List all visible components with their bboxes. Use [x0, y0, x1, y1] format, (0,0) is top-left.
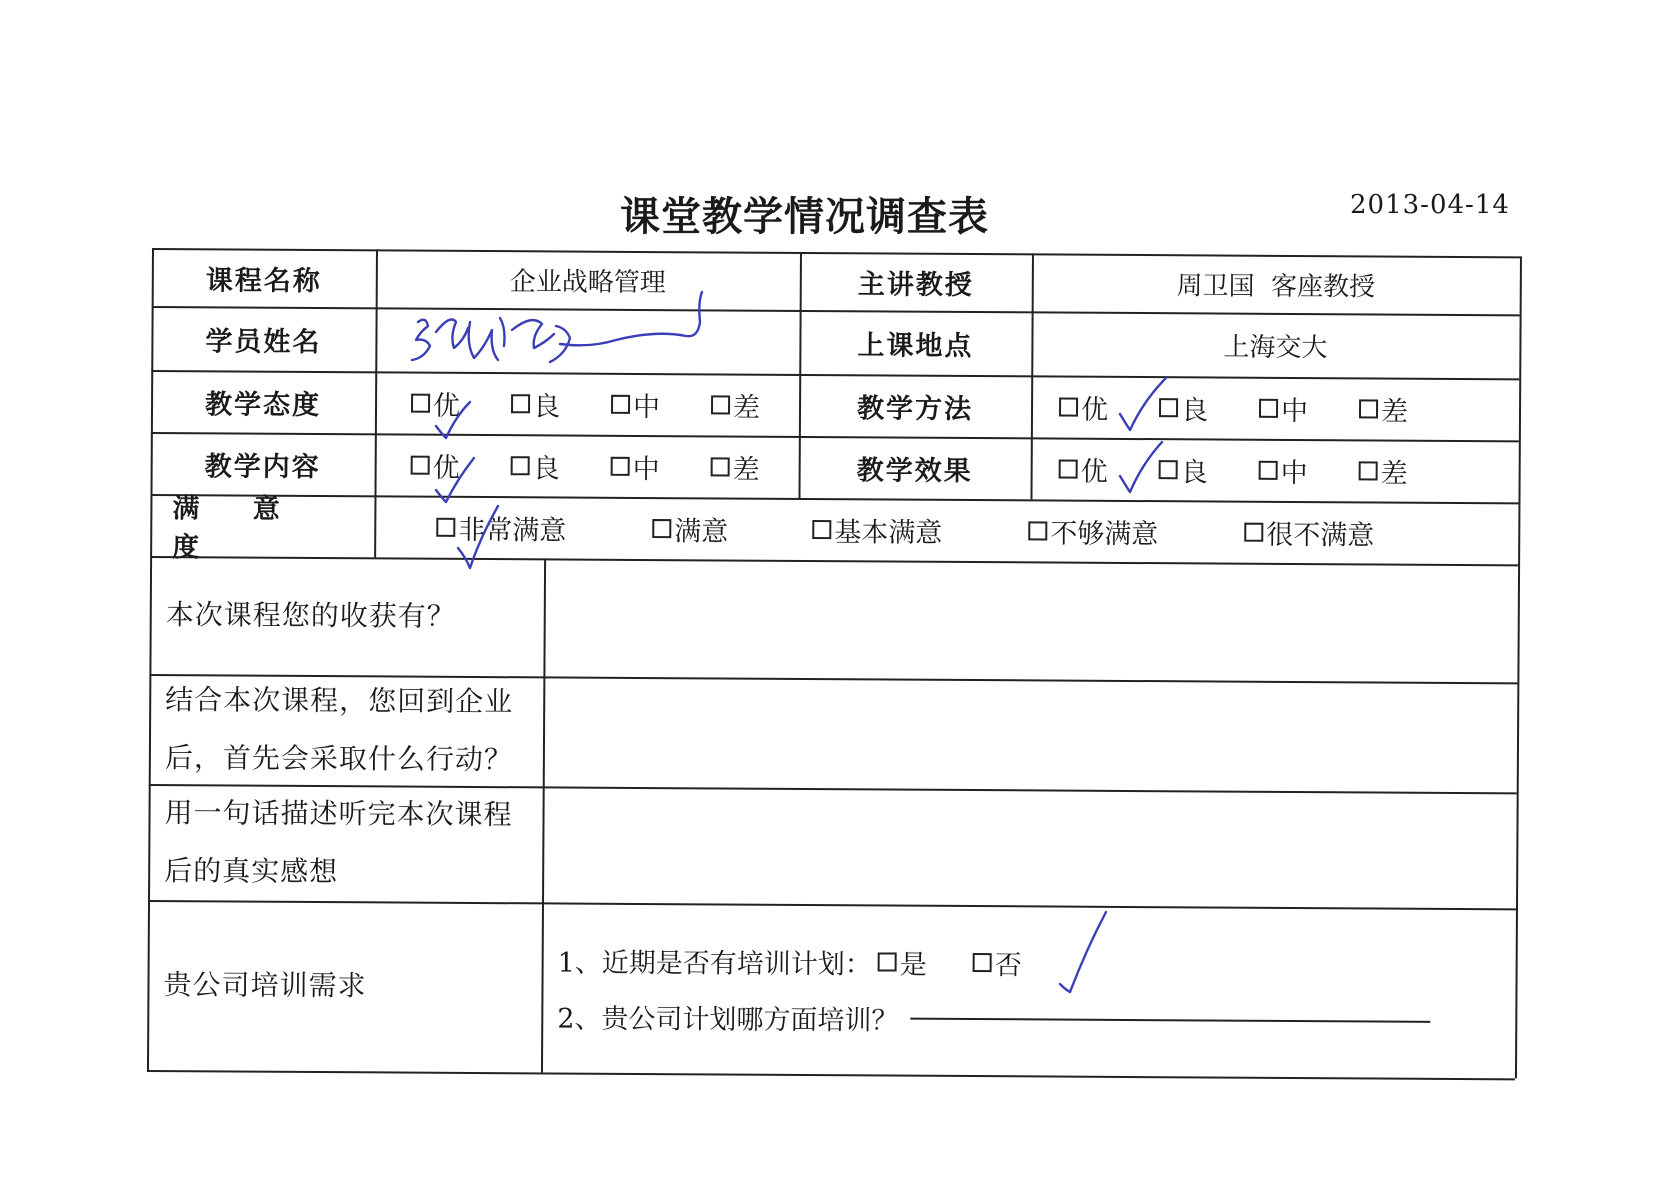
- checkbox[interactable]: [652, 519, 671, 538]
- question-actions-line2: 后，首先会采取什么行动？: [164, 741, 513, 777]
- attitude-option-poor[interactable]: 差: [711, 385, 760, 424]
- question-feelings-label: [148, 784, 543, 902]
- method-option-good[interactable]: 良: [1159, 388, 1208, 427]
- effect-option-good[interactable]: 良: [1159, 450, 1208, 489]
- student-name-field[interactable]: [375, 307, 799, 374]
- training-plan-option-no[interactable]: 否: [973, 943, 1022, 982]
- satisfaction-option-not-quite-satisfied[interactable]: 不够满意: [1028, 511, 1158, 551]
- teaching-method-options: [1031, 375, 1519, 440]
- effect-option-poor[interactable]: 差: [1359, 451, 1408, 490]
- satisfaction-label: 满 意 度: [172, 493, 302, 564]
- checkbox[interactable]: [878, 952, 897, 971]
- survey-form-table: [147, 248, 1520, 1078]
- satisfaction-option-satisfied[interactable]: 满意: [652, 509, 728, 548]
- satisfaction-option-basically-satisfied[interactable]: 基本满意: [812, 510, 942, 550]
- teaching-attitude-options: [375, 371, 799, 436]
- checkbox[interactable]: [1359, 461, 1378, 480]
- effect-option-fair[interactable]: 中: [1259, 450, 1308, 489]
- method-option-poor[interactable]: 差: [1359, 389, 1408, 428]
- checkbox[interactable]: [711, 395, 730, 414]
- question-gains-answer[interactable]: [543, 558, 1518, 682]
- lecturer-value: 周卫国 客座教授: [1176, 270, 1376, 302]
- checkbox[interactable]: [812, 520, 831, 539]
- satisfaction-option-very-satisfied[interactable]: 非常满意: [436, 507, 566, 547]
- training-needs-label: 贵公司培训需求: [163, 968, 367, 1003]
- checkbox[interactable]: [511, 394, 530, 413]
- teaching-effect-options: [1030, 437, 1518, 502]
- checkbox[interactable]: [411, 393, 430, 412]
- question-feelings-line2: 后的真实感想: [164, 854, 339, 889]
- training-plan-option-yes[interactable]: 是: [878, 942, 927, 981]
- content-option-fair[interactable]: 中: [611, 446, 660, 485]
- checkbox[interactable]: [1259, 398, 1278, 417]
- course-name-label: 课程名称: [205, 264, 322, 297]
- checkbox[interactable]: [973, 953, 992, 972]
- checkbox[interactable]: [436, 517, 455, 536]
- question-feelings-line1: 用一句话描述听完本次课程: [164, 796, 513, 832]
- checkbox[interactable]: [1059, 459, 1078, 478]
- question-actions-answer[interactable]: [543, 676, 1518, 792]
- training-area-question: 2、贵公司计划哪方面培训？: [557, 987, 1431, 1048]
- question-gains-label: 本次课程您的收获有？: [165, 598, 456, 633]
- course-name-value: 企业战略管理: [509, 266, 666, 298]
- attitude-option-good[interactable]: 良: [511, 384, 560, 423]
- attitude-option-fair[interactable]: 中: [611, 384, 660, 423]
- content-option-excellent[interactable]: 优: [411, 445, 460, 484]
- method-option-excellent[interactable]: 优: [1059, 387, 1108, 426]
- checkbox[interactable]: [1359, 399, 1378, 418]
- question-feelings-answer[interactable]: [542, 786, 1517, 908]
- effect-option-excellent[interactable]: 优: [1059, 449, 1108, 488]
- checkbox[interactable]: [411, 455, 430, 474]
- teaching-content-label: 教学内容: [204, 450, 321, 483]
- checkbox[interactable]: [511, 456, 530, 475]
- checkbox[interactable]: [1244, 522, 1263, 541]
- satisfaction-option-very-unsatisfied[interactable]: 很不满意: [1244, 512, 1374, 552]
- checkbox[interactable]: [711, 457, 730, 476]
- checkbox[interactable]: [1159, 398, 1178, 417]
- content-option-poor[interactable]: 差: [711, 447, 760, 486]
- form-title: 课堂教学情况调查表: [620, 194, 989, 240]
- checkbox[interactable]: [1259, 460, 1278, 479]
- teaching-content-options: [374, 433, 798, 498]
- checkbox[interactable]: [1059, 397, 1078, 416]
- checkbox[interactable]: [1159, 460, 1178, 479]
- question-actions-line1: 结合本次课程，您回到企业: [165, 683, 514, 719]
- content-option-good[interactable]: 良: [511, 446, 560, 485]
- checkbox[interactable]: [611, 394, 630, 413]
- training-area-blank[interactable]: [910, 1016, 1430, 1022]
- training-plan-question: 1、近期是否有培训计划： 是 否: [557, 931, 1022, 990]
- method-option-fair[interactable]: 中: [1259, 388, 1308, 427]
- satisfaction-options: [374, 495, 1518, 564]
- form-date: 2013-04-14: [1350, 190, 1510, 220]
- question-actions-label: [149, 674, 544, 786]
- attitude-option-excellent[interactable]: 优: [411, 383, 460, 422]
- checkbox[interactable]: [611, 456, 630, 475]
- teaching-attitude-label: 教学态度: [204, 388, 322, 421]
- location-label: 上课地点: [857, 329, 974, 362]
- training-needs-content: [541, 902, 1516, 1078]
- checkbox[interactable]: [1028, 521, 1047, 540]
- lecturer-label: 主讲教授: [857, 268, 974, 301]
- teaching-effect-label: 教学效果: [856, 454, 973, 487]
- teaching-method-label: 教学方法: [856, 392, 974, 425]
- student-name-label: 学员姓名: [205, 325, 322, 358]
- location-value: 上海交大: [1223, 332, 1328, 363]
